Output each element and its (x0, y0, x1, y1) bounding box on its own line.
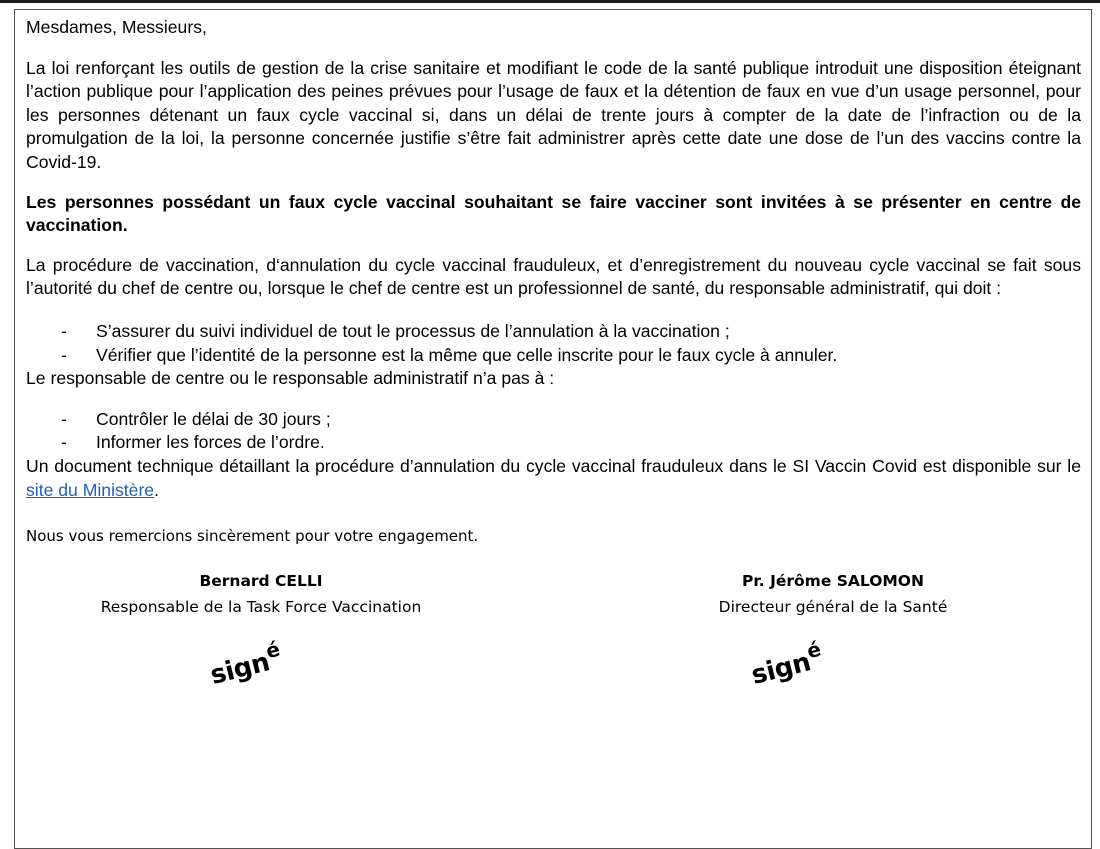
signatures (26, 568, 1081, 698)
list-item-text: Informer les forces de l’ordre. (96, 432, 325, 453)
signatory-title: Responsable de la Task Force Vaccination (100, 598, 422, 617)
thanks-line: Nous vous remercions sincèrement pour votre engagement. (26, 527, 479, 546)
obligations-list (26, 320, 1081, 367)
list-item (26, 344, 1081, 368)
signatory-name: Bernard CELLI (199, 572, 323, 591)
paragraph-not-required: Le responsable de centre ou le responsable administratif n’a pas à : (26, 368, 555, 389)
signed-stamp-accent: é (263, 636, 282, 664)
paragraph-technical-doc-end: . (154, 479, 159, 500)
list-item (26, 408, 1081, 432)
signatory-right (638, 568, 1028, 620)
paragraph-law: La loi renforçant les outils de gestion de la crise sanitaire et modifiant le code de la santé publique introduit une disposition éteignant l’action publique pour l’application des peines prévues pour l’usage de faux et la détention de faux en vue d’un usage personnel, pour les personnes détenant un faux cycle vaccinal si, dans un délai de trente jours à compter de la date de l’infraction ou de la promulgation de la loi, la personne concernée justifie s’être fait administrer après cette date une dose de l’un des vaccins contre la Covid-19. (26, 57, 1081, 172)
paragraph-procedure: La procédure de vaccination, d‘annulation du cycle vaccinal frauduleux, et d’enregistrement du nouveau cycle vaccinal se fait sous l’autorité du chef de centre ou, lorsque le chef de centre est un professionnel de santé, du responsable administratif, qui doit : (26, 254, 1081, 299)
signed-stamp-base: sign (207, 647, 273, 691)
ministry-site-link[interactable]: site du Ministère (26, 479, 155, 500)
greeting: Mesdames, Messieurs, (26, 17, 207, 37)
dash-bullet: - (61, 344, 67, 365)
paragraph-technical-doc (26, 455, 1081, 502)
paragraph-technical-doc-text: Un document technique détaillant la procédure d’annulation du cycle vaccinal frauduleux dans le SI Vaccin Covid est disponible sur le (26, 455, 1081, 476)
document-body (26, 16, 1081, 698)
dash-bullet: - (61, 408, 67, 429)
signatory-title: Directeur général de la Santé (718, 598, 948, 617)
list-item (26, 431, 1081, 455)
signatory-name: Pr. Jérôme SALOMON (742, 572, 924, 591)
dash-bullet: - (61, 432, 67, 453)
signatory-left (66, 568, 456, 620)
list-item-text: Vérifier que l’identité de la personne est la même que celle inscrite pour le faux cycle à annuler. (96, 344, 838, 365)
signed-stamp (206, 638, 285, 689)
top-rule (0, 0, 1100, 3)
signed-stamp (747, 638, 826, 689)
not-required-list (26, 408, 1081, 455)
dash-bullet: - (61, 320, 67, 341)
list-item (26, 320, 1081, 344)
paragraph-invitation: Les personnes possédant un faux cycle vaccinal souhaitant se faire vacciner sont invitées à se présenter en centre de vaccination. (26, 191, 1081, 236)
list-item-text: Contrôler le délai de 30 jours ; (96, 408, 331, 429)
signed-stamp-base: sign (748, 647, 814, 691)
signed-stamp-accent: é (804, 636, 823, 664)
list-item-text: S’assurer du suivi individuel de tout le processus de l’annulation à la vaccination ; (96, 320, 730, 341)
